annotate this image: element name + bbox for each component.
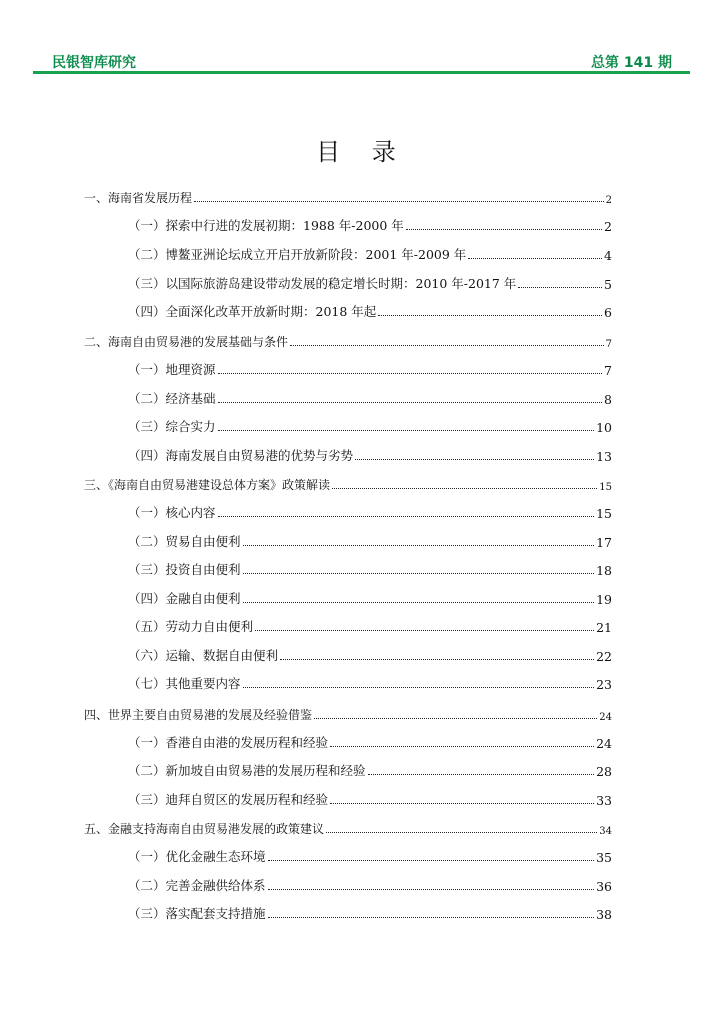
toc-leader-dots <box>243 545 595 546</box>
toc-leader-dots <box>218 516 595 517</box>
header-divider <box>33 71 690 74</box>
toc-entry-title: （三）以国际旅游岛建设带动发展的稳定增长时期：2010 年-2017 年 <box>128 276 517 291</box>
toc-section[interactable] <box>84 817 612 837</box>
toc-page-number: 33 <box>596 793 612 808</box>
toc-subsection[interactable] <box>128 501 612 521</box>
toc-section[interactable] <box>84 473 612 493</box>
toc-page-number: 35 <box>596 850 612 865</box>
toc-page-number: 7 <box>605 339 612 350</box>
toc-subsection[interactable] <box>128 558 612 578</box>
toc-page-number: 5 <box>604 277 612 292</box>
toc-subsection[interactable] <box>128 243 612 263</box>
toc-leader-dots <box>243 687 595 688</box>
toc-subsection[interactable] <box>128 300 612 320</box>
toc-entry-title: 三、《海南自由贸易港建设总体方案》政策解读 <box>84 478 331 492</box>
toc-subsection[interactable] <box>128 902 612 922</box>
toc-page-number: 2 <box>605 195 612 206</box>
toc-entry-title: 二、海南自由贸易港的发展基础与条件 <box>84 335 289 349</box>
toc-leader-dots <box>368 774 595 775</box>
toc-entry-title: （三）综合实力 <box>128 419 216 434</box>
toc-entry-title: （六）运输、数据自由便利 <box>128 648 279 663</box>
toc-subsection[interactable] <box>128 387 612 407</box>
toc-page-number: 19 <box>596 592 612 607</box>
toc-entry-title: 五、金融支持海南自由贸易港发展的政策建议 <box>84 822 325 836</box>
toc-subsection[interactable] <box>128 587 612 607</box>
toc-leader-dots <box>218 373 603 374</box>
toc-page-number: 6 <box>604 305 612 320</box>
toc-subsection[interactable] <box>128 530 612 550</box>
toc-page-number: 34 <box>599 826 612 837</box>
toc-section[interactable] <box>84 330 612 350</box>
toc-page-number: 36 <box>596 879 612 894</box>
toc-entry-title: （七）其他重要内容 <box>128 676 241 691</box>
toc-leader-dots <box>330 803 594 804</box>
toc-entry-title: （二）完善金融供给体系 <box>128 878 266 893</box>
toc-section[interactable] <box>84 703 612 723</box>
toc-page-number: 28 <box>596 764 612 779</box>
toc-leader-dots <box>194 201 604 202</box>
toc-entry-title: 四、世界主要自由贸易港的发展及经验借鉴 <box>84 708 313 722</box>
toc-leader-dots <box>406 229 602 230</box>
toc-leader-dots <box>218 430 595 431</box>
toc-entry-title: （三）迪拜自贸区的发展历程和经验 <box>128 792 329 807</box>
toc-leader-dots <box>332 488 597 489</box>
toc-entry-title: （五）劳动力自由便利 <box>128 619 254 634</box>
toc-entry-title: （二）经济基础 <box>128 391 216 406</box>
toc-entry-title: 一、海南省发展历程 <box>84 191 193 205</box>
toc-subsection[interactable] <box>128 672 612 692</box>
toc-subsection[interactable] <box>128 874 612 894</box>
toc-subsection[interactable] <box>128 788 612 808</box>
toc-leader-dots <box>268 860 595 861</box>
header-brand: 民银智库研究 <box>52 55 136 71</box>
toc-page-number: 24 <box>596 736 612 751</box>
toc-subsection[interactable] <box>128 214 612 234</box>
toc-entry-title: （四）海南发展自由贸易港的优势与劣势 <box>128 448 354 463</box>
toc-leader-dots <box>518 287 602 288</box>
toc-entry-title: （一）核心内容 <box>128 505 216 520</box>
toc-page-number: 22 <box>596 649 612 664</box>
toc-entry-title: （四）金融自由便利 <box>128 591 241 606</box>
toc-page-number: 21 <box>596 620 612 635</box>
toc-leader-dots <box>268 917 595 918</box>
toc-entry-title: （四）全面深化改革开放新时期：2018 年起 <box>128 304 377 319</box>
toc-page-number: 13 <box>596 449 612 464</box>
toc-page-number: 8 <box>604 392 612 407</box>
toc-leader-dots <box>314 718 597 719</box>
toc-leader-dots <box>468 258 602 259</box>
toc-page-number: 24 <box>599 712 612 723</box>
toc-leader-dots <box>326 832 597 833</box>
toc-subsection[interactable] <box>128 845 612 865</box>
page-header <box>0 0 724 80</box>
toc-page-number: 18 <box>596 563 612 578</box>
toc-entry-title: （三）投资自由便利 <box>128 562 241 577</box>
toc-entry-title: （二）新加坡自由贸易港的发展历程和经验 <box>128 763 366 778</box>
toc-entry-title: （一）优化金融生态环境 <box>128 849 266 864</box>
toc-page-number: 17 <box>596 535 612 550</box>
toc-subsection[interactable] <box>128 615 612 635</box>
toc-entry-title: （一）地理资源 <box>128 362 216 377</box>
toc-entry-title: （二）博鳌亚洲论坛成立开启开放新阶段：2001 年-2009 年 <box>128 247 467 262</box>
toc-subsection[interactable] <box>128 272 612 292</box>
toc-page-number: 15 <box>599 482 612 493</box>
toc-subsection[interactable] <box>128 358 612 378</box>
toc-section[interactable] <box>84 186 612 206</box>
toc-leader-dots <box>330 746 594 747</box>
toc-page-number: 10 <box>596 420 612 435</box>
toc-entry-title: （一）香港自由港的发展历程和经验 <box>128 735 329 750</box>
toc-page-number: 2 <box>604 219 612 234</box>
toc-entry-title: （一）探索中行进的发展初期：1988 年-2000 年 <box>128 218 404 233</box>
toc-page-number: 38 <box>596 907 612 922</box>
toc-leader-dots <box>280 659 594 660</box>
page-title: 目 录 <box>316 138 408 166</box>
toc-leader-dots <box>255 630 594 631</box>
toc-leader-dots <box>268 889 595 890</box>
toc-leader-dots <box>243 573 595 574</box>
toc-leader-dots <box>243 602 595 603</box>
toc-page-number: 23 <box>596 677 612 692</box>
toc-subsection[interactable] <box>128 759 612 779</box>
toc-entry-title: （二）贸易自由便利 <box>128 534 241 549</box>
toc-leader-dots <box>290 345 604 346</box>
toc-subsection[interactable] <box>128 415 612 435</box>
toc-page-number: 7 <box>604 363 612 378</box>
toc-leader-dots <box>378 315 602 316</box>
header-issue-number: 总第 141 期 <box>591 55 672 71</box>
toc-entry-title: （三）落实配套支持措施 <box>128 906 266 921</box>
toc-page-number: 15 <box>596 506 612 521</box>
toc-subsection[interactable] <box>128 444 612 464</box>
toc-leader-dots <box>218 402 603 403</box>
toc-subsection[interactable] <box>128 731 612 751</box>
toc-subsection[interactable] <box>128 644 612 664</box>
toc-page-number: 4 <box>604 248 612 263</box>
toc-leader-dots <box>355 459 594 460</box>
